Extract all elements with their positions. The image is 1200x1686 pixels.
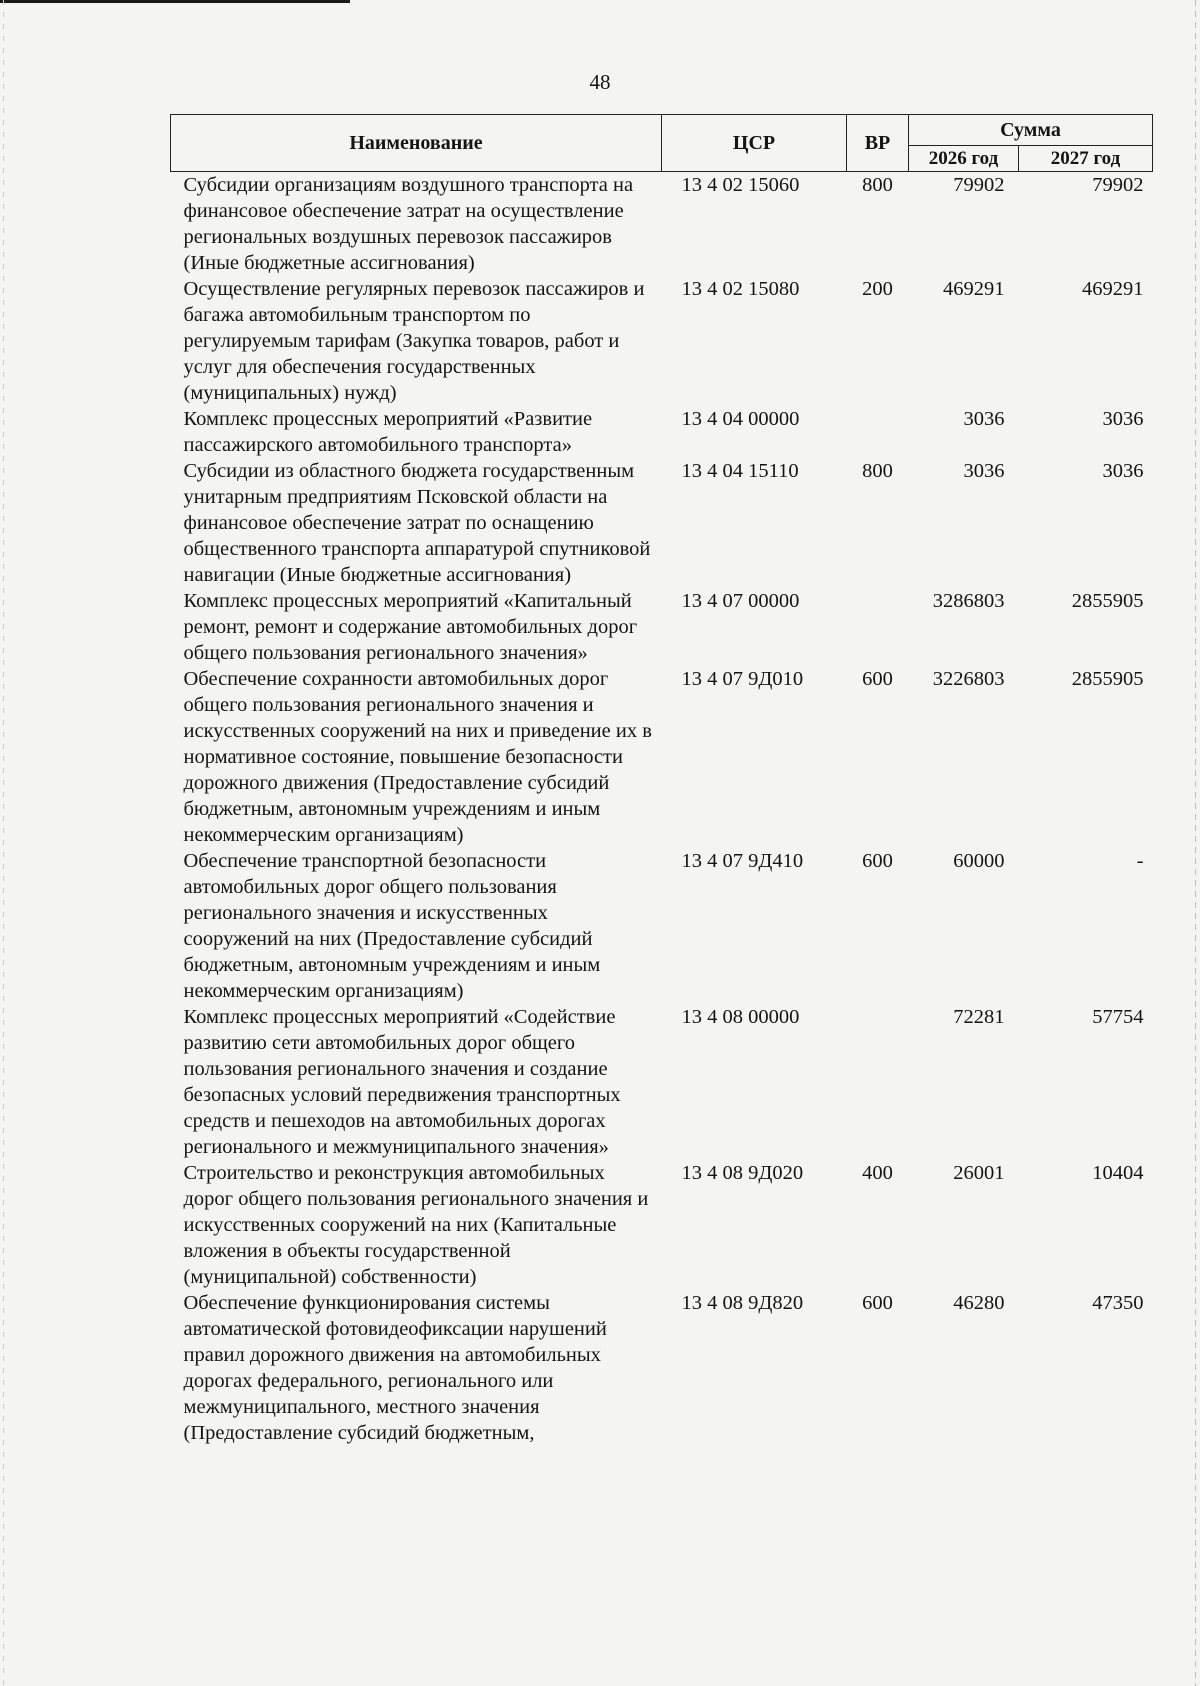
row-2026-cell: 3036: [963, 408, 1005, 430]
row-vr-cell: [847, 1004, 909, 1160]
row-2027-cell: 2855905: [1071, 668, 1144, 690]
row-name-cell: Обеспечение транспортной безопасности автомобильных дорог общего пользования регионального значения и искусственных сооружений на них (Предоставление субсидий бюджетным, автономным учреждениям и иным некоммерческим организациям): [183, 850, 601, 1002]
table-row: [171, 588, 1153, 666]
row-vr-cell: 400: [862, 1162, 893, 1184]
row-name-cell: Комплекс процессных мероприятий «Развитие пассажирского автомобильного транспорта»: [183, 408, 593, 456]
row-2027-cell: -: [1136, 850, 1144, 872]
table-row: [171, 406, 1153, 458]
row-2026-cell: 79902: [953, 174, 1005, 196]
row-2027-cell: 3036: [1102, 460, 1144, 482]
row-csr-cell: 13 4 07 00000: [681, 590, 800, 612]
row-2027-cell: 469291: [1082, 278, 1144, 300]
row-name-cell: Строительство и реконструкция автомобильных дорог общего пользования регионального значения и искусственных сооружений на них (Капитальные вложения в объекты государственной (муниципальной) собственности): [183, 1162, 649, 1288]
row-2026-cell: 60000: [953, 850, 1005, 872]
scan-right-edge: [1195, 0, 1196, 1686]
row-name-cell: Осуществление регулярных перевозок пассажиров и багажа автомобильным транспортом по регулируемым тарифам (Закупка товаров, работ и услуг для обеспечения государственных (муниципальных) нужд): [183, 278, 645, 404]
row-2027-cell: 57754: [1092, 1006, 1144, 1028]
row-name-cell: Комплекс процессных мероприятий «Содействие развитию сети автомобильных дорог общего пользования регионального значения и создание безопасных условий передвижения транспортных средств и пешеходов на автомобильных дорогах регионального и межмуниципального значения»: [183, 1006, 621, 1158]
row-csr-cell: 13 4 02 15080: [681, 278, 800, 300]
row-csr-cell: 13 4 08 9Д020: [681, 1162, 804, 1184]
header-year-2026: 2026 год: [909, 146, 1019, 172]
row-2026-cell: 26001: [953, 1162, 1005, 1184]
table-row: [171, 1004, 1153, 1160]
row-csr-cell: 13 4 08 00000: [681, 1006, 800, 1028]
row-name-cell: Субсидии из областного бюджета государственным унитарным предприятиям Псковской области на финансовое обеспечение затрат по оснащению общественного транспорта аппаратурой спутниковой навигации (Иные бюджетные ассигнования): [183, 460, 651, 586]
row-2026-cell: 3286803: [932, 590, 1005, 612]
scan-left-edge: [3, 0, 4, 1686]
row-name-cell: Комплекс процессных мероприятий «Капитальный ремонт, ремонт и содержание автомобильных дорог общего пользования регионального значения»: [183, 590, 638, 664]
row-2027-cell: 10404: [1092, 1162, 1144, 1184]
row-2026-cell: 3226803: [932, 668, 1005, 690]
table-row: [171, 276, 1153, 406]
row-name-cell: Обеспечение сохранности автомобильных дорог общего пользования регионального значения и искусственных сооружений на них и приведение их в нормативное состояние, повышение безопасности дорожного движения (Предоставление субсидий бюджетным, автономным учреждениям и иным некоммерческим организациям): [183, 668, 652, 846]
row-csr-cell: 13 4 04 00000: [681, 408, 800, 430]
row-vr-cell: 600: [862, 1292, 893, 1314]
table-row: [171, 1290, 1153, 1446]
budget-table: [170, 114, 1153, 1446]
page-number: 48: [589, 70, 611, 94]
header-sum: Сумма: [909, 115, 1153, 146]
row-csr-cell: 13 4 02 15060: [681, 174, 800, 196]
row-vr-cell: 600: [862, 668, 893, 690]
row-vr-cell: 800: [862, 460, 893, 482]
row-vr-cell: 600: [862, 850, 893, 872]
row-csr-cell: 13 4 07 9Д010: [681, 668, 804, 690]
row-2027-cell: 47350: [1092, 1292, 1144, 1314]
row-name-cell: Обеспечение функционирования системы автоматической фотовидеофиксации нарушений правил дорожного движения на автомобильных дорогах федерального, регионального или межмуниципального, местного значения (Предоставление субсидий бюджетным,: [183, 1292, 607, 1444]
row-2026-cell: 72281: [953, 1006, 1005, 1028]
row-vr-cell: 200: [862, 278, 893, 300]
header-name: Наименование: [171, 115, 662, 172]
row-csr-cell: 13 4 07 9Д410: [681, 850, 804, 872]
row-vr-cell: [847, 588, 909, 666]
row-2026-cell: 469291: [943, 278, 1005, 300]
row-2026-cell: 3036: [963, 460, 1005, 482]
row-vr-cell: 800: [862, 174, 893, 196]
row-csr-cell: 13 4 04 15110: [681, 460, 799, 482]
table-row: [171, 458, 1153, 588]
header-csr: ЦСР: [662, 115, 847, 172]
row-2027-cell: 2855905: [1071, 590, 1144, 612]
table-body: [171, 172, 1153, 1447]
table-header: [171, 115, 1153, 172]
scan-top-edge-line: [0, 0, 350, 3]
row-2026-cell: 46280: [953, 1292, 1005, 1314]
row-csr-cell: 13 4 08 9Д820: [681, 1292, 804, 1314]
table-row: [171, 848, 1153, 1004]
table-row: [171, 1160, 1153, 1290]
row-name-cell: Субсидии организациям воздушного транспорта на финансовое обеспечение затрат на осуществление региональных воздушных перевозок пассажиров (Иные бюджетные ассигнования): [183, 174, 634, 274]
table-row: [171, 666, 1153, 848]
table-row: [171, 172, 1153, 277]
row-vr-cell: [847, 406, 909, 458]
row-2027-cell: 79902: [1092, 174, 1144, 196]
header-vr: ВР: [847, 115, 909, 172]
row-2027-cell: 3036: [1102, 408, 1144, 430]
header-year-2027: 2027 год: [1019, 146, 1153, 172]
